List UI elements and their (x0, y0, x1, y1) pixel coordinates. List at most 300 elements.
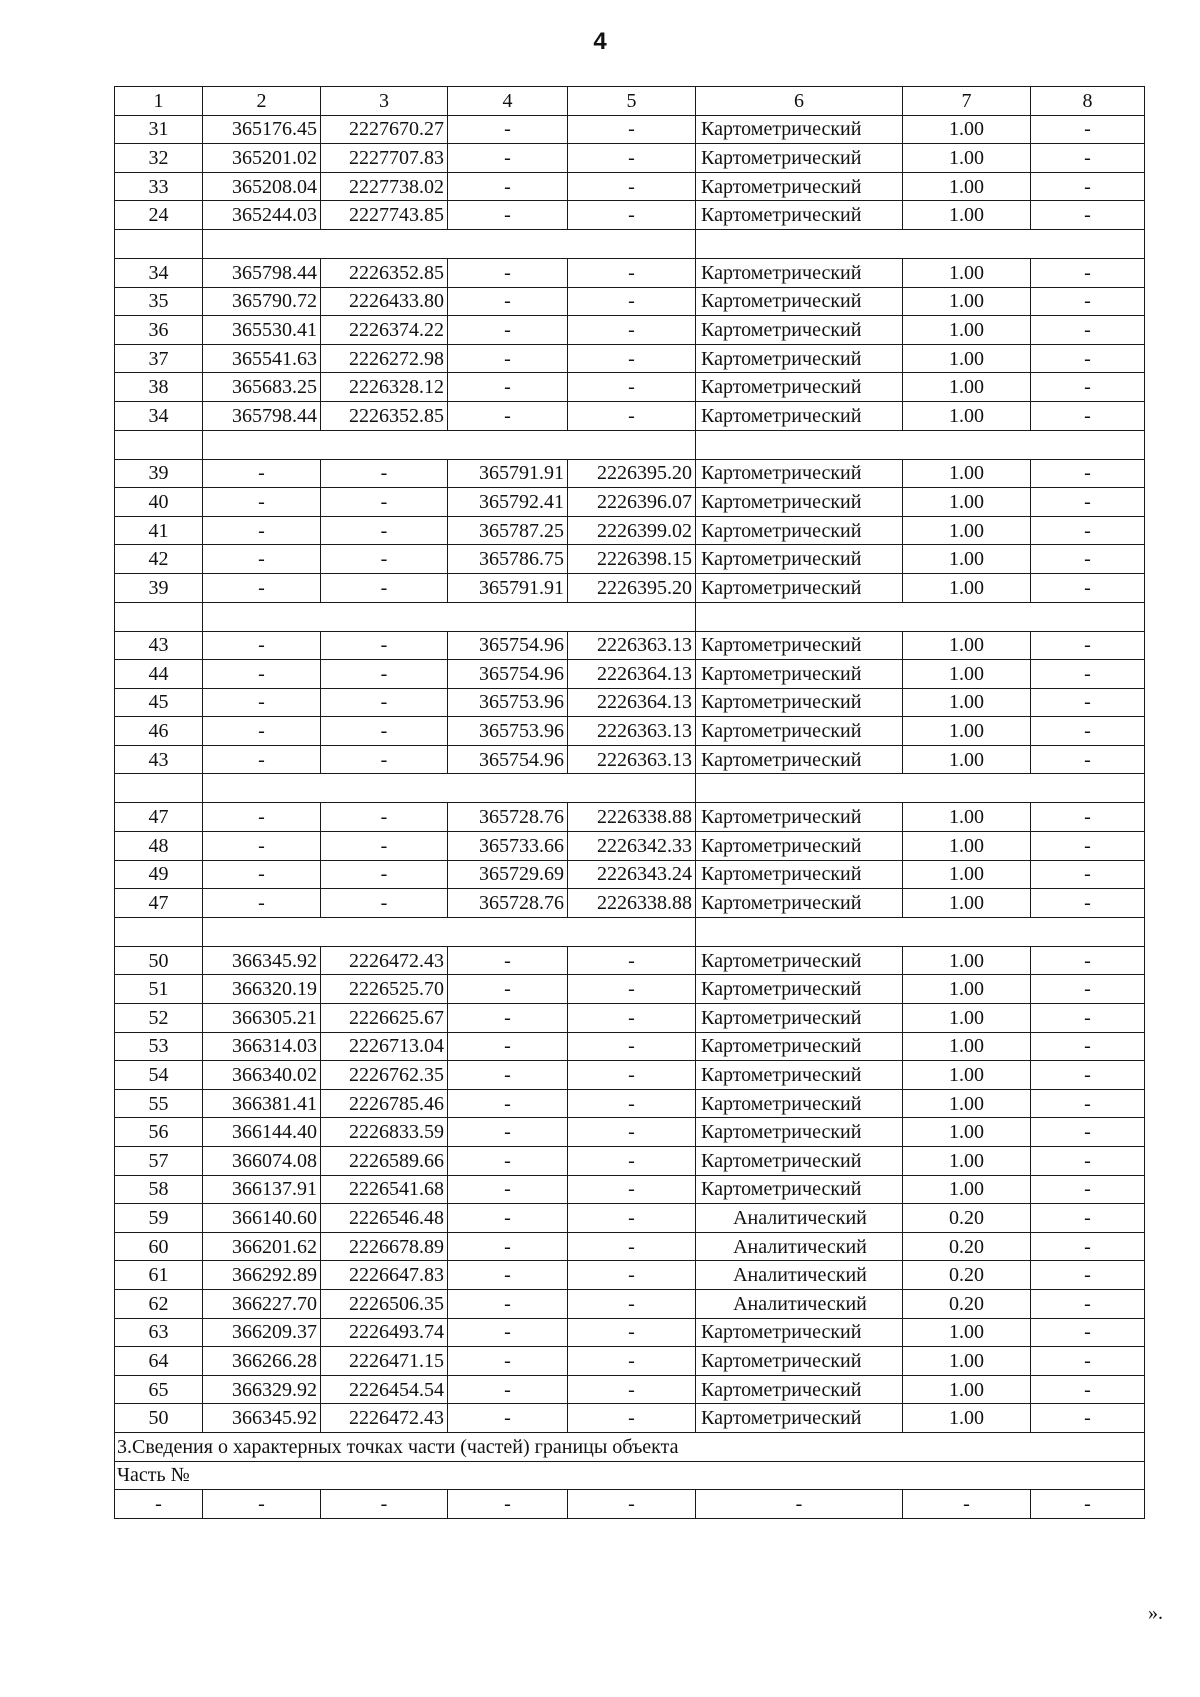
table-cell: - (1031, 287, 1145, 316)
table-cell: 2226433.80 (321, 287, 448, 316)
table-row (115, 258, 1145, 287)
table-cell: 365798.44 (203, 258, 321, 287)
table-cell: Картометрический (696, 860, 903, 889)
table-cell: 2226785.46 (321, 1089, 448, 1118)
table-cell: - (1031, 1032, 1145, 1061)
table-cell: - (448, 1118, 568, 1147)
table-cell: - (1031, 516, 1145, 545)
table-cell: 365728.76 (448, 803, 568, 832)
table-cell: - (203, 803, 321, 832)
table-cell: 1.00 (903, 573, 1031, 602)
table-row (115, 1375, 1145, 1404)
table-cell: - (696, 1490, 903, 1519)
table-cell: - (321, 545, 448, 574)
table-cell: - (448, 316, 568, 345)
table-cell: - (321, 660, 448, 689)
table-cell: - (1031, 545, 1145, 574)
table-row (115, 287, 1145, 316)
table-cell: 366266.28 (203, 1347, 321, 1376)
table-cell: - (1031, 258, 1145, 287)
table-cell: Картометрический (696, 373, 903, 402)
table-cell: - (448, 1347, 568, 1376)
table-cell: 53 (115, 1032, 203, 1061)
table-cell: 366140.60 (203, 1204, 321, 1233)
table-cell: Картометрический (696, 1318, 903, 1347)
table-cell: 1.00 (903, 832, 1031, 861)
table-cell: - (1031, 1261, 1145, 1290)
table-cell: - (1031, 1404, 1145, 1433)
table-cell: - (568, 1232, 696, 1261)
table-cell: 1.00 (903, 459, 1031, 488)
table-row (115, 1232, 1145, 1261)
table-cell: - (448, 1204, 568, 1233)
table-row (115, 316, 1145, 345)
table-cell: - (568, 1490, 696, 1519)
table-body (115, 115, 1145, 1432)
table-header-row (115, 87, 1145, 116)
table-cell: - (1031, 115, 1145, 144)
table-cell: - (568, 1347, 696, 1376)
closing-mark: ». (1148, 1602, 1163, 1624)
table-cell: Картометрический (696, 344, 903, 373)
table-cell: - (568, 1032, 696, 1061)
table-cell: 2226398.15 (568, 545, 696, 574)
table-cell: Картометрический (696, 660, 903, 689)
table-cell: 45 (115, 688, 203, 717)
table-cell: 2226471.15 (321, 1347, 448, 1376)
table-cell: Картометрический (696, 631, 903, 660)
separator-cell (203, 774, 696, 803)
page-number: 4 (593, 28, 607, 55)
table-cell: 46 (115, 717, 203, 746)
table-cell: 1.00 (903, 631, 1031, 660)
table-cell: 2226625.67 (321, 1004, 448, 1033)
table-cell: 1.00 (903, 344, 1031, 373)
table-cell: 0.20 (903, 1289, 1031, 1318)
table-cell: - (568, 201, 696, 230)
table-cell: 2226396.07 (568, 488, 696, 517)
table-row (115, 889, 1145, 918)
table-cell: 2226833.59 (321, 1118, 448, 1147)
separator-cell (696, 430, 1145, 459)
table-cell: - (448, 201, 568, 230)
table-cell: - (568, 1118, 696, 1147)
table-cell: - (448, 1375, 568, 1404)
table-cell: - (321, 717, 448, 746)
table-cell: 365754.96 (448, 631, 568, 660)
table-cell: - (1031, 488, 1145, 517)
table-cell: - (1031, 946, 1145, 975)
table-cell: Картометрический (696, 1375, 903, 1404)
table-cell: - (321, 889, 448, 918)
table-cell: - (203, 832, 321, 861)
table-cell: 2226506.35 (321, 1289, 448, 1318)
separator-cell (696, 917, 1145, 946)
table-cell: - (568, 287, 696, 316)
table-cell: - (1031, 889, 1145, 918)
table-cell: - (448, 1147, 568, 1176)
table-cell: - (321, 488, 448, 517)
table-cell: 57 (115, 1147, 203, 1176)
table-cell: 1.00 (903, 316, 1031, 345)
separator-row (115, 917, 1145, 946)
table-cell: Картометрический (696, 975, 903, 1004)
table-cell: 24 (115, 201, 203, 230)
table-cell: 365754.96 (448, 745, 568, 774)
table-cell: - (1031, 631, 1145, 660)
separator-cell (203, 602, 696, 631)
table-cell: - (321, 516, 448, 545)
table-row (115, 1004, 1145, 1033)
table-row (115, 860, 1145, 889)
table-cell: 366320.19 (203, 975, 321, 1004)
table-cell: 43 (115, 745, 203, 774)
table-cell: Картометрический (696, 717, 903, 746)
table-cell: - (448, 1490, 568, 1519)
table-cell: 365201.02 (203, 144, 321, 173)
table-cell: 1.00 (903, 660, 1031, 689)
table-cell: 37 (115, 344, 203, 373)
table-cell: 35 (115, 287, 203, 316)
table-cell: - (448, 975, 568, 1004)
table-cell: 366209.37 (203, 1318, 321, 1347)
table-cell: Картометрический (696, 201, 903, 230)
table-cell: 365791.91 (448, 459, 568, 488)
table-cell: Картометрический (696, 1032, 903, 1061)
table-cell: - (448, 401, 568, 430)
section-3-row (115, 1432, 1145, 1461)
table-row (115, 488, 1145, 517)
table-cell: Картометрический (696, 1004, 903, 1033)
table-cell: - (448, 1004, 568, 1033)
table-cell: Аналитический (696, 1204, 903, 1233)
table-cell: - (321, 803, 448, 832)
table-cell: Картометрический (696, 946, 903, 975)
table-cell: 2226647.83 (321, 1261, 448, 1290)
separator-cell (696, 229, 1145, 258)
table-cell: 1.00 (903, 745, 1031, 774)
table-cell: 1.00 (903, 545, 1031, 574)
table-cell: 2226352.85 (321, 401, 448, 430)
table-cell: - (448, 1318, 568, 1347)
separator-cell (696, 774, 1145, 803)
table-cell: Картометрический (696, 459, 903, 488)
table-cell: 366381.41 (203, 1089, 321, 1118)
table-cell: 2226363.13 (568, 745, 696, 774)
table-cell: 2226328.12 (321, 373, 448, 402)
table-cell: 366305.21 (203, 1004, 321, 1033)
table-row (115, 1118, 1145, 1147)
table-cell: Картометрический (696, 803, 903, 832)
table-cell: 1.00 (903, 975, 1031, 1004)
table-row (115, 975, 1145, 1004)
table-cell: Картометрический (696, 115, 903, 144)
table-cell: 52 (115, 1004, 203, 1033)
last-row (115, 1490, 1145, 1519)
table-cell: - (568, 1089, 696, 1118)
table-row (115, 144, 1145, 173)
table-cell: - (1031, 860, 1145, 889)
table-cell: Картометрический (696, 287, 903, 316)
header-cell: 4 (448, 87, 568, 116)
table-cell: - (203, 860, 321, 889)
table-cell: 2227743.85 (321, 201, 448, 230)
table-cell: - (321, 688, 448, 717)
table-cell: - (448, 144, 568, 173)
table-cell: 1.00 (903, 1061, 1031, 1090)
table-cell: 2226364.13 (568, 660, 696, 689)
table-row (115, 688, 1145, 717)
separator-cell (115, 430, 203, 459)
table-row (115, 660, 1145, 689)
table-cell: 1.00 (903, 144, 1031, 173)
table-cell: 366201.62 (203, 1232, 321, 1261)
table-cell: 1.00 (903, 1089, 1031, 1118)
table-cell: 1.00 (903, 1347, 1031, 1376)
table-cell: - (1031, 1347, 1145, 1376)
table-cell: - (568, 1375, 696, 1404)
table-cell: 365787.25 (448, 516, 568, 545)
table-cell: 1.00 (903, 401, 1031, 430)
separator-cell (203, 229, 696, 258)
table-row (115, 373, 1145, 402)
table-cell: 2226472.43 (321, 946, 448, 975)
table-cell: - (321, 459, 448, 488)
table-cell: 366314.03 (203, 1032, 321, 1061)
table-cell: 2226493.74 (321, 1318, 448, 1347)
table-cell: - (321, 860, 448, 889)
table-cell: 365208.04 (203, 172, 321, 201)
table-cell: 1.00 (903, 1004, 1031, 1033)
table-cell: 2226364.13 (568, 688, 696, 717)
table-cell: 366345.92 (203, 1404, 321, 1433)
separator-cell (115, 917, 203, 946)
table-cell: - (568, 258, 696, 287)
table-cell: - (448, 946, 568, 975)
table-cell: 44 (115, 660, 203, 689)
table-cell: 1.00 (903, 1318, 1031, 1347)
table-cell: 365790.72 (203, 287, 321, 316)
table-cell: - (1031, 401, 1145, 430)
part-number-label: Часть № (115, 1461, 1145, 1490)
table-row (115, 115, 1145, 144)
table-row (115, 344, 1145, 373)
separator-cell (696, 602, 1145, 631)
table-cell: - (1031, 344, 1145, 373)
table-cell: Картометрический (696, 1118, 903, 1147)
separator-cell (115, 229, 203, 258)
table-cell: - (203, 717, 321, 746)
table-row (115, 1175, 1145, 1204)
table-cell: - (203, 573, 321, 602)
table-cell: 2226454.54 (321, 1375, 448, 1404)
table-cell: 2226678.89 (321, 1232, 448, 1261)
table-cell: 2226338.88 (568, 889, 696, 918)
table-cell: 59 (115, 1204, 203, 1233)
separator-row (115, 774, 1145, 803)
table-row (115, 745, 1145, 774)
table-cell: 366345.92 (203, 946, 321, 975)
table-cell: 41 (115, 516, 203, 545)
table-cell: 366144.40 (203, 1118, 321, 1147)
table-cell: - (321, 1490, 448, 1519)
table-cell: 1.00 (903, 1032, 1031, 1061)
table-cell: 1.00 (903, 688, 1031, 717)
table-cell: - (1031, 832, 1145, 861)
table-cell: - (203, 889, 321, 918)
table-row (115, 1147, 1145, 1176)
table-cell: - (448, 115, 568, 144)
table-cell: - (903, 1490, 1031, 1519)
table-cell: 38 (115, 373, 203, 402)
table-row (115, 946, 1145, 975)
header-cell: 7 (903, 87, 1031, 116)
table-row (115, 201, 1145, 230)
table-cell: 65 (115, 1375, 203, 1404)
table-cell: - (203, 745, 321, 774)
table-cell: 0.20 (903, 1261, 1031, 1290)
table-cell: 365728.76 (448, 889, 568, 918)
table-cell: - (203, 660, 321, 689)
table-cell: - (1031, 1375, 1145, 1404)
table-cell: 365729.69 (448, 860, 568, 889)
separator-row (115, 430, 1145, 459)
part-number-row (115, 1461, 1145, 1490)
table-cell: 2227707.83 (321, 144, 448, 173)
table-cell: 1.00 (903, 946, 1031, 975)
table-cell: 1.00 (903, 115, 1031, 144)
table-cell: 2226338.88 (568, 803, 696, 832)
table-cell: - (115, 1490, 203, 1519)
table-cell: - (1031, 1175, 1145, 1204)
table-row (115, 1061, 1145, 1090)
table-cell: - (568, 1061, 696, 1090)
table-cell: 366340.02 (203, 1061, 321, 1090)
table-cell: 61 (115, 1261, 203, 1290)
table-cell: 50 (115, 1404, 203, 1433)
separator-row (115, 602, 1145, 631)
table-cell: - (1031, 1089, 1145, 1118)
table-cell: - (568, 344, 696, 373)
table-cell: 51 (115, 975, 203, 1004)
table-cell: 2226762.35 (321, 1061, 448, 1090)
table-cell: 365176.45 (203, 115, 321, 144)
table-cell: 55 (115, 1089, 203, 1118)
table-cell: - (568, 975, 696, 1004)
table-cell: Картометрический (696, 258, 903, 287)
table-cell: - (568, 144, 696, 173)
table-row (115, 1289, 1145, 1318)
table-cell: - (1031, 316, 1145, 345)
table-cell: 39 (115, 573, 203, 602)
table-cell: 2227670.27 (321, 115, 448, 144)
table-cell: 47 (115, 889, 203, 918)
table-cell: - (1031, 1061, 1145, 1090)
table-cell: - (448, 373, 568, 402)
table-cell: Картометрический (696, 745, 903, 774)
table-cell: 2226342.33 (568, 832, 696, 861)
table-cell: - (1031, 1232, 1145, 1261)
table-cell: 1.00 (903, 287, 1031, 316)
table-cell: - (568, 1004, 696, 1033)
table-cell: - (568, 316, 696, 345)
table-cell: 62 (115, 1289, 203, 1318)
section-3-title: 3.Сведения о характерных точках части (частей) границы объекта (115, 1432, 1145, 1461)
header-cell: 8 (1031, 87, 1145, 116)
header-cell: 2 (203, 87, 321, 116)
table-cell: - (448, 1232, 568, 1261)
table-cell: 36 (115, 316, 203, 345)
table-row (115, 516, 1145, 545)
table-cell: 1.00 (903, 1147, 1031, 1176)
table-cell: 42 (115, 545, 203, 574)
table-cell: - (203, 459, 321, 488)
separator-cell (115, 774, 203, 803)
table-cell: 32 (115, 144, 203, 173)
table-cell: 54 (115, 1061, 203, 1090)
table-cell: Картометрический (696, 1347, 903, 1376)
table-cell: 40 (115, 488, 203, 517)
table-cell: - (1031, 373, 1145, 402)
table-cell: Картометрический (696, 573, 903, 602)
table-cell: Картометрический (696, 172, 903, 201)
table-cell: Картометрический (696, 401, 903, 430)
table-cell: - (568, 1261, 696, 1290)
table-cell: 2226525.70 (321, 975, 448, 1004)
table-cell: 63 (115, 1318, 203, 1347)
table-cell: 2226343.24 (568, 860, 696, 889)
table-row (115, 1204, 1145, 1233)
table-cell: - (203, 688, 321, 717)
table-cell: 49 (115, 860, 203, 889)
table-cell: - (1031, 1118, 1145, 1147)
table-cell: 366329.92 (203, 1375, 321, 1404)
separator-cell (115, 602, 203, 631)
table-row (115, 803, 1145, 832)
table-cell: 0.20 (903, 1232, 1031, 1261)
separator-cell (203, 917, 696, 946)
table-cell: 365798.44 (203, 401, 321, 430)
table-cell: 2226395.20 (568, 459, 696, 488)
table-cell: 365753.96 (448, 688, 568, 717)
table-cell: - (321, 573, 448, 602)
table-cell: 1.00 (903, 1375, 1031, 1404)
table-cell: 365530.41 (203, 316, 321, 345)
table-cell: 365792.41 (448, 488, 568, 517)
table-cell: Картометрический (696, 688, 903, 717)
table-cell: 1.00 (903, 1175, 1031, 1204)
table-cell: 31 (115, 115, 203, 144)
table-cell: - (321, 745, 448, 774)
header-cell: 1 (115, 87, 203, 116)
table-cell: Картометрический (696, 144, 903, 173)
table-cell: 2226541.68 (321, 1175, 448, 1204)
table-cell: 2226399.02 (568, 516, 696, 545)
table-cell: Картометрический (696, 316, 903, 345)
table-cell: - (568, 1404, 696, 1433)
table-cell: - (1031, 717, 1145, 746)
table-cell: Картометрический (696, 1061, 903, 1090)
table-cell: - (203, 545, 321, 574)
table-cell: - (1031, 201, 1145, 230)
table-cell: 2226363.13 (568, 717, 696, 746)
table-cell: 2226472.43 (321, 1404, 448, 1433)
table-cell: - (321, 631, 448, 660)
table-cell: - (1031, 144, 1145, 173)
table-cell: - (1031, 1318, 1145, 1347)
table-cell: Картометрический (696, 889, 903, 918)
table-cell: 1.00 (903, 172, 1031, 201)
